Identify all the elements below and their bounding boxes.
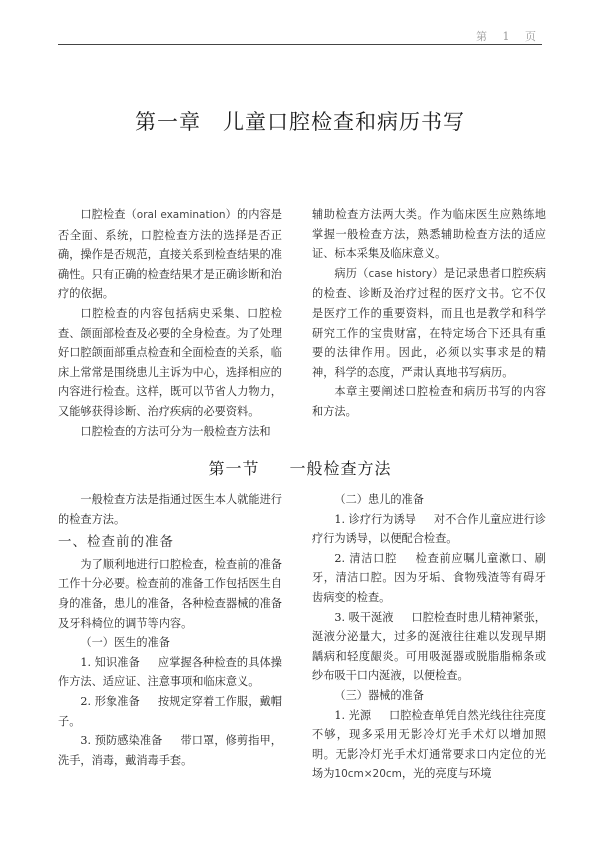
intro-right-column	[312, 205, 546, 422]
list-item	[312, 549, 546, 608]
text: ）是记录患者口腔疾病的检查、诊断及治疗过程的医疗文书。它不仅是医疗工作的重要资料，而且也是教学和科学研究工作的宝贵财富，在特定场合下还具有重要的法律作用。因此，必须以实事求是的精神，科学的态度，严肃认真地书写病历。	[312, 266, 546, 379]
paragraph	[312, 264, 546, 383]
text: 辅助检查方法两大类。作为临床医生应熟练地掌握一般检查方法，熟悉辅助检查方法的适应证、标本采集及临床意义。	[312, 208, 546, 261]
subsection-subheading: （三）器械的准备	[334, 688, 424, 702]
item-lead: 2. 形象准备	[80, 694, 140, 708]
list-item	[312, 510, 546, 549]
body-right-column	[312, 490, 546, 785]
list-item	[58, 692, 282, 731]
item-lead: 3. 吸干涎液	[334, 610, 394, 624]
chapter-heading: 儿童口腔检查和病历书写	[223, 110, 465, 134]
item-text: 按规定穿着工作服，戴帽子。	[58, 694, 282, 728]
paragraph	[58, 422, 282, 442]
page-number: 第 1 页	[476, 30, 542, 43]
section-number: 第一节	[208, 459, 260, 478]
paragraph: 为了顺利地进行口腔检查，检查前的准备工作十分必要。检查前的准备工作包括医生自身的准备，患儿的准备，各种检查器械的准备及牙科椅位的调节等内容。	[58, 557, 282, 630]
subsection-subheading: （二）患儿的准备	[334, 493, 424, 506]
paragraph: 一般检查方法是指通过医生本人就能进行的检查方法。	[58, 493, 282, 526]
text: 口腔检查（	[80, 208, 137, 221]
item-lead: 3. 预防感染准备	[80, 734, 163, 748]
latin-term: case history	[368, 267, 433, 280]
paragraph	[58, 304, 282, 422]
list-item	[312, 706, 546, 785]
chapter-title	[0, 106, 600, 136]
subsection-subheading: （一）医生的准备	[80, 636, 170, 650]
item-lead: 1. 知识准备	[80, 655, 140, 669]
item-text: 检查前应嘱儿童漱口、刷牙，清洁口腔。因为牙垢、食物残渣等有碍牙齿病变的检查。	[312, 551, 546, 604]
text: 本章主要阐述口腔检查和病历书写的内容和方法。	[312, 385, 546, 418]
item-text: 对不合作儿童应进行诊疗行为诱导，以便配合检查。	[312, 512, 546, 546]
item-text: 口腔检查时患儿精神紧张，涎液分泌量大，过多的涎液往往难以发现早期龋病和轻度龈炎。可用吸涎器或脱脂脂棉条或纱布吸干口内涎液，以便检查。	[312, 610, 546, 683]
item-lead: 1. 诊疗行为诱导	[334, 512, 416, 526]
section-title	[0, 456, 600, 479]
item-text: 带口罩，修剪指甲，洗手，消毒，戴消毒手套。	[58, 734, 282, 767]
text: 口腔检查的方法可分为一般检查方法和	[80, 424, 271, 438]
chapter-number: 第一章	[135, 110, 201, 134]
item-lead: 2. 清洁口腔	[334, 551, 398, 565]
dimension-value: 10cm×20cm	[334, 768, 402, 781]
text: 口腔检查的内容包括病史采集、口腔检查、颌面部检查及必要的全身检查。为了处理好口腔颌面部重点检查和全面检查的关系，临床上常常是围绕患儿主诉为中心，选择相应的内容进行检查。这样，既可以节省人力物力，又能够获得诊断、治疗疾病的必要资料。	[58, 306, 282, 418]
page-header	[58, 28, 542, 45]
text: 病历（	[334, 266, 369, 280]
paragraph	[58, 205, 282, 304]
list-item	[58, 653, 282, 692]
item-text: ，光的亮度与环境	[401, 767, 492, 781]
list-item	[58, 731, 282, 770]
section-heading: 一般检查方法	[289, 459, 392, 478]
item-lead: 1. 光源	[334, 708, 372, 722]
text: ）的内容是否全面、系统，口腔检查方法的选择是否正确，操作是否规范，直接关系到检查结果的准确性。只有正确的检查结果才是正确诊断和治疗的依据。	[58, 208, 282, 301]
body-left-column	[58, 490, 282, 770]
intro-left-column	[58, 205, 282, 441]
item-text: 口腔检查单凭自然光线往往亮度不够，现多采用无影冷灯光手术灯以增加照明。无影冷灯光手术灯通常要求口内定位的光场为	[312, 708, 546, 781]
list-item	[312, 608, 546, 686]
latin-term: oral examination	[136, 209, 226, 221]
subsection-heading: 一、检查前的准备	[58, 534, 174, 551]
item-text: 应掌握各种检查的具体操作方法、适应证、注意事项和临床意义。	[58, 655, 282, 689]
paragraph	[312, 382, 546, 421]
paragraph	[312, 205, 546, 264]
